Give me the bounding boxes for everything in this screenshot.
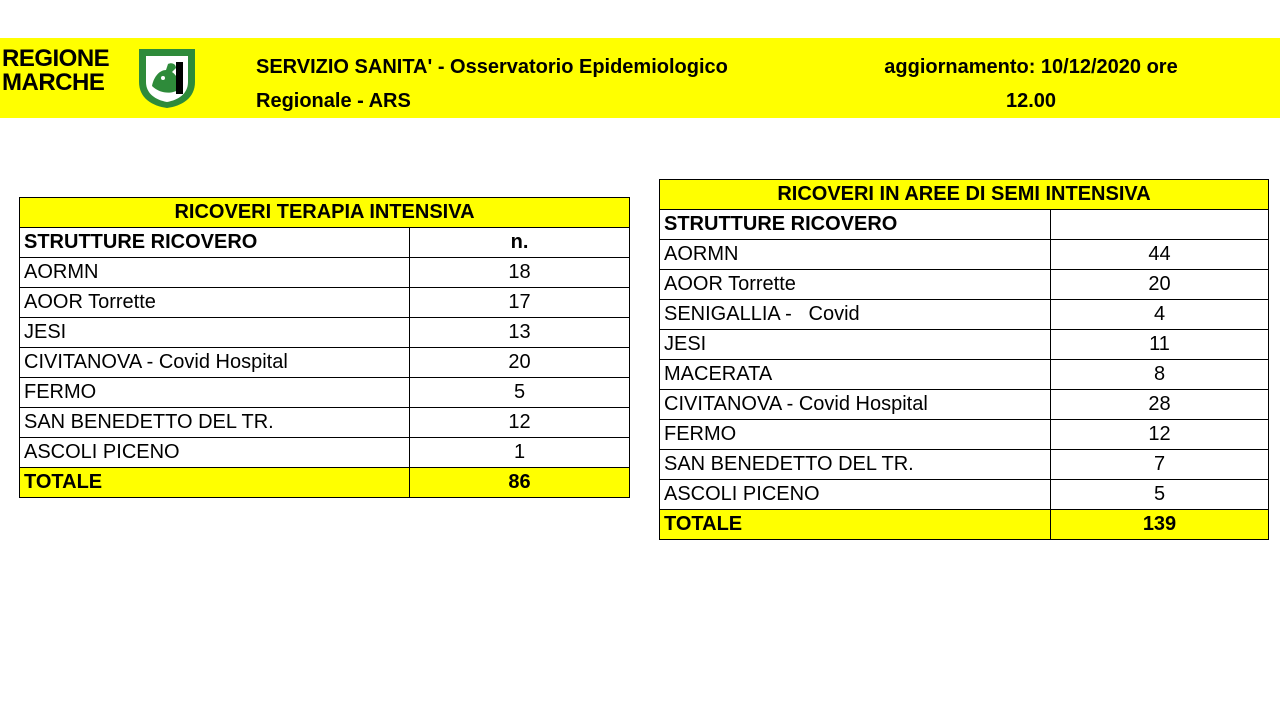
patient-count: 13 [410, 318, 630, 348]
patient-count: 18 [410, 258, 630, 288]
service-line-1: SERVIZIO SANITA' - Osservatorio Epidemiologico [256, 56, 728, 78]
patient-count: 20 [1051, 270, 1269, 300]
intensive-total-row [20, 468, 630, 498]
structure-name: SENIGALLIA - Covid [660, 300, 1051, 330]
structure-name: FERMO [20, 378, 410, 408]
semi-title: RICOVERI IN AREE DI SEMI INTENSIVA [660, 180, 1269, 210]
patient-count: 5 [1051, 480, 1269, 510]
patient-count: 11 [1051, 330, 1269, 360]
structure-name: CIVITANOVA - Covid Hospital [660, 390, 1051, 420]
header-banner [0, 38, 1280, 118]
semi-title-row [660, 180, 1269, 210]
table-row [660, 360, 1269, 390]
total-label: TOTALE [20, 468, 410, 498]
table-row [660, 300, 1269, 330]
semi-col-n [1051, 210, 1269, 240]
semi-header-row [660, 210, 1269, 240]
region-logo-text [2, 47, 109, 95]
table-row [20, 438, 630, 468]
structure-name: FERMO [660, 420, 1051, 450]
structure-name: CIVITANOVA - Covid Hospital [20, 348, 410, 378]
table-row [660, 270, 1269, 300]
semi-total-row [660, 510, 1269, 540]
patient-count: 4 [1051, 300, 1269, 330]
table-row [660, 390, 1269, 420]
structure-name: AORMN [660, 240, 1051, 270]
patient-count: 20 [410, 348, 630, 378]
semi-col-structure: STRUTTURE RICOVERO [660, 210, 1051, 240]
structure-name: AOOR Torrette [660, 270, 1051, 300]
structure-name: ASCOLI PICENO [20, 438, 410, 468]
structure-name: AOOR Torrette [20, 288, 410, 318]
table-row [20, 288, 630, 318]
table-row [660, 450, 1269, 480]
intensive-title-row [20, 198, 630, 228]
table-row [660, 420, 1269, 450]
service-line-2: Regionale - ARS [256, 90, 411, 112]
structure-name: ASCOLI PICENO [660, 480, 1051, 510]
update-info [842, 50, 1220, 118]
table-row [20, 258, 630, 288]
structure-name: SAN BENEDETTO DEL TR. [20, 408, 410, 438]
table-row [20, 408, 630, 438]
region-emblem-icon [136, 46, 198, 110]
patient-count: 8 [1051, 360, 1269, 390]
intensive-title: RICOVERI TERAPIA INTENSIVA [20, 198, 630, 228]
structure-name: SAN BENEDETTO DEL TR. [660, 450, 1051, 480]
logo-line-1: REGIONE [2, 45, 110, 72]
intensive-col-structure: STRUTTURE RICOVERO [20, 228, 410, 258]
update-line-2: 12.00 [1005, 90, 1057, 112]
patient-count: 17 [410, 288, 630, 318]
intensive-header-row [20, 228, 630, 258]
patient-count: 5 [410, 378, 630, 408]
table-row [20, 348, 630, 378]
table-row [20, 378, 630, 408]
intensive-col-n: n. [410, 228, 630, 258]
patient-count: 12 [1051, 420, 1269, 450]
table-row [660, 330, 1269, 360]
logo-line-2: MARCHE [2, 69, 105, 96]
service-title [256, 50, 816, 118]
update-line-1: aggiornamento: 10/12/2020 ore [884, 56, 1178, 78]
semi-intensive-table [659, 179, 1269, 540]
structure-name: AORMN [20, 258, 410, 288]
patient-count: 44 [1051, 240, 1269, 270]
patient-count: 7 [1051, 450, 1269, 480]
patient-count: 12 [410, 408, 630, 438]
total-label: TOTALE [660, 510, 1051, 540]
total-value: 86 [410, 468, 630, 498]
table-row [20, 318, 630, 348]
structure-name: JESI [660, 330, 1051, 360]
table-row [660, 240, 1269, 270]
intensive-care-table [19, 197, 630, 498]
patient-count: 1 [410, 438, 630, 468]
table-row [660, 480, 1269, 510]
total-value: 139 [1051, 510, 1269, 540]
patient-count: 28 [1051, 390, 1269, 420]
structure-name: JESI [20, 318, 410, 348]
structure-name: MACERATA [660, 360, 1051, 390]
